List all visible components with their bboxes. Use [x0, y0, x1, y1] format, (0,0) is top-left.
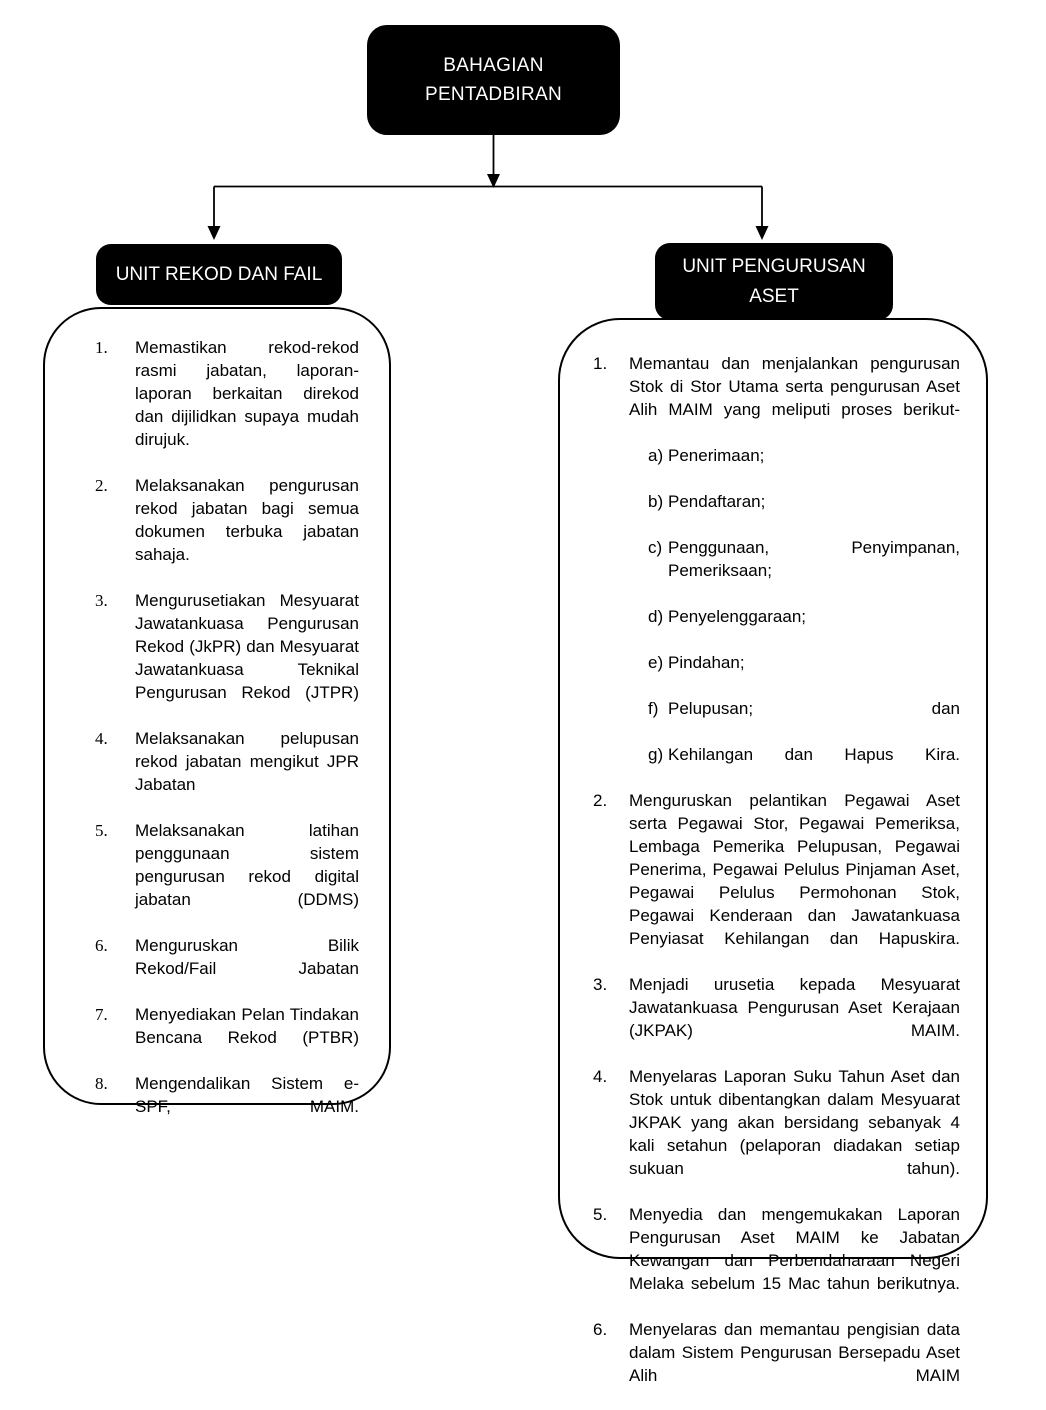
- list-item-number: 8.: [95, 1074, 108, 1093]
- arrowhead-right: [756, 226, 769, 240]
- sublist-item-letter: c): [648, 538, 663, 557]
- list-item: [593, 789, 960, 973]
- list-item-number: 3.: [95, 591, 108, 610]
- sublist-item-text: Pendaftaran;: [668, 492, 766, 511]
- sublist-item: [648, 536, 960, 605]
- sublist-item-letter: d): [648, 607, 664, 626]
- sublist-item-text: Pindahan;: [668, 653, 745, 672]
- list-item-number: 4.: [95, 729, 108, 748]
- sublist-item-letter: e): [648, 653, 664, 672]
- list-item-text: Menguruskan Bilik Rekod/Fail Jabatan: [135, 936, 359, 978]
- list-item: [95, 934, 359, 1003]
- list-item-text: Menyedia dan mengemukakan Laporan Pengurusan Aset MAIM ke Jabatan Kewangan dan Perbendaharaan Negeri Melaka sebelum 15 Mac tahun berikutnya.: [629, 1205, 960, 1293]
- list-item: [593, 1203, 960, 1318]
- list-item-number: 6.: [593, 1320, 608, 1339]
- list-item-number: 2.: [95, 476, 108, 495]
- list-item: [593, 973, 960, 1065]
- list-item-number: 3.: [593, 975, 608, 994]
- unit-pengurusan-aset-label-line2: ASET: [749, 285, 799, 307]
- list-item-text: Menjadi urusetia kepada Mesyuarat Jawatankuasa Pengurusan Aset Kerajaan (JKPAK) MAIM.: [629, 975, 960, 1040]
- list-item-text: Melaksanakan pelupusan rekod jabatan mengikut JPR Jabatan: [135, 729, 359, 794]
- aset-task-list: [593, 352, 960, 1410]
- list-item: [95, 589, 359, 727]
- list-item: [95, 1003, 359, 1072]
- sublist-item-text: Penerimaan;: [668, 446, 765, 465]
- list-item-number: 4.: [593, 1067, 608, 1086]
- list-item-number: 5.: [593, 1205, 608, 1224]
- list-item: [593, 1318, 960, 1410]
- unit-pengurusan-aset-task-box: [558, 318, 988, 1385]
- list-item: [593, 1065, 960, 1203]
- list-item-text: Menyelaras dan memantau pengisian data dalam Sistem Pengurusan Bersepadu Aset Alih MAIM: [629, 1320, 960, 1385]
- sublist-item-text: Kehilangan dan Hapus Kira.: [668, 745, 960, 764]
- unit-rekod-dan-fail-task-box: [43, 307, 391, 1116]
- sublist-item-text: Penyelenggaraan;: [668, 607, 807, 626]
- root-node-label-line2: PENTADBIRAN: [424, 84, 563, 105]
- sublist-item-text: Penggunaan, Penyimpanan, Pemeriksaan;: [668, 538, 960, 580]
- rekod-task-list: [95, 336, 359, 1141]
- sublist-item: [648, 743, 960, 789]
- unit-pengurusan-aset-header: [655, 243, 893, 320]
- list-item-number: 7.: [95, 1005, 108, 1024]
- list-item-number: 6.: [95, 936, 108, 955]
- list-item-text: Memastikan rekod-rekod rasmi jabatan, laporan-laporan berkaitan direkod dan dijilidkan supaya mudah dirujuk.: [135, 338, 359, 449]
- sublist-item-letter: f): [648, 699, 659, 718]
- list-item-text: Melaksanakan pengurusan rekod jabatan bagi semua dokumen terbuka jabatan sahaja.: [135, 476, 359, 564]
- sublist-item-letter: g): [648, 745, 664, 764]
- sublist-item: [648, 697, 960, 743]
- list-item-text: Menguruskan pelantikan Pegawai Aset serta Pegawai Stor, Pegawai Pemeriksa, Lembaga Pemerika Pelupusan, Pegawai Penerima, Pegawai Pelulus Pinjaman Aset, Pegawai Pelulus Permohonan Stok, Pegawai Kenderaan dan Jawatankuasa Penyiasat Kehilangan dan Hapuskira.: [629, 791, 960, 948]
- list-item: [95, 474, 359, 589]
- list-item-text: Menyediakan Pelan Tindakan Bencana Rekod (PTBR): [135, 1005, 359, 1047]
- sublist-item-letter: b): [648, 492, 664, 511]
- sublist-item: [648, 444, 960, 490]
- unit-pengurusan-aset-label-line1: UNIT PENGURUSAN: [682, 255, 866, 277]
- list-item-text: Menyelaras Laporan Suku Tahun Aset dan Stok untuk dibentangkan dalam Mesyuarat JKPAK yang akan bersidang sebanyak 4 kali setahun (pelaporan diadakan setiap sukuan tahun).: [629, 1067, 960, 1178]
- sublist-item: [648, 490, 960, 536]
- arrowhead-left: [208, 226, 221, 240]
- sublist-item: [648, 651, 960, 697]
- sublist-item-text: Pelupusan; dan: [668, 699, 960, 718]
- list-item-text: Melaksanakan latihan penggunaan sistem pengurusan rekod digital jabatan (DDMS): [135, 821, 359, 909]
- list-item-text: Memantau dan menjalankan pengurusan Stok di Stor Utama serta pengurusan Aset Alih MAIM yang meliputi proses berikut-: [629, 354, 960, 419]
- list-item-number: 1.: [95, 338, 108, 357]
- list-item: [593, 352, 960, 789]
- list-item: [95, 336, 359, 474]
- list-item: [95, 819, 359, 934]
- unit-rekod-dan-fail-header: [96, 244, 342, 305]
- list-item-number: 5.: [95, 821, 108, 840]
- root-node-label-line1: BAHAGIAN: [443, 55, 544, 76]
- unit-rekod-dan-fail-label: UNIT REKOD DAN FAIL: [115, 263, 323, 285]
- sublist-item: [648, 605, 960, 651]
- list-item-text: Mengendalikan Sistem e-SPF, MAIM.: [135, 1074, 359, 1116]
- list-item-number: 1.: [593, 354, 608, 373]
- list-item-number: 2.: [593, 791, 608, 810]
- list-item: [95, 1072, 359, 1141]
- list-item-text: Mengurusetiakan Mesyuarat Jawatankuasa Pengurusan Rekod (JkPR) dan Mesyuarat Jawatankuasa Teknikal Pengurusan Rekod (JTPR): [135, 591, 359, 702]
- sublist-item-letter: a): [648, 446, 664, 465]
- list-item: [95, 727, 359, 819]
